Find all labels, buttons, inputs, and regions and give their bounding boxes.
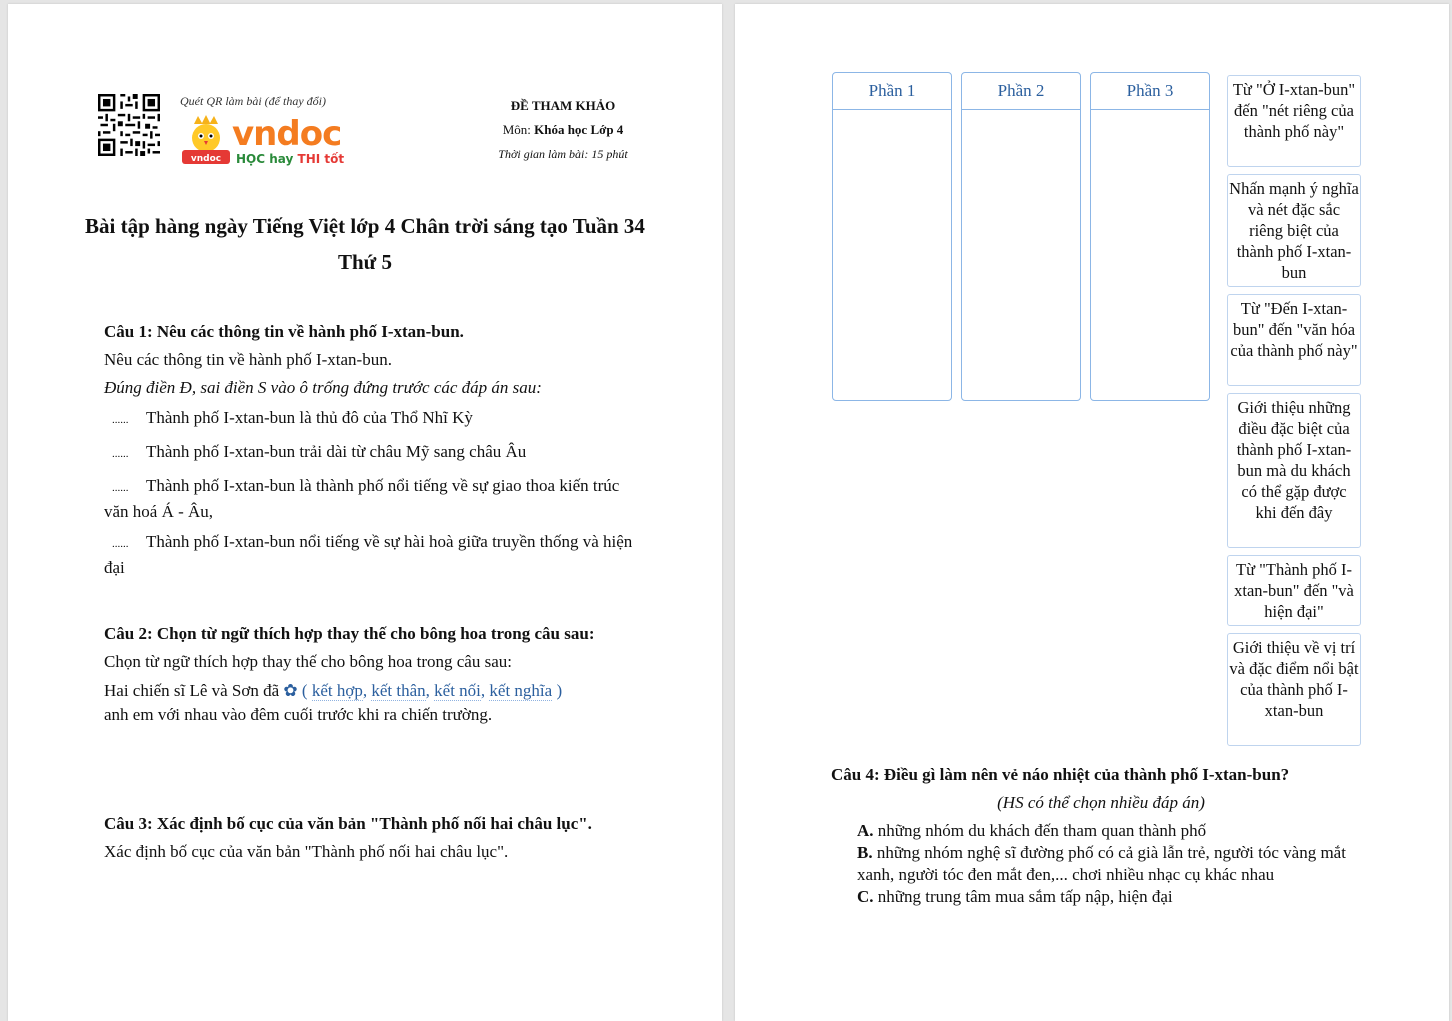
drop-zone-header: Phần 3	[1091, 73, 1209, 110]
answer-blank[interactable]: ......	[112, 482, 129, 494]
logo-badge-text: vndoc	[190, 154, 222, 164]
choice-option[interactable]: kết nối	[434, 681, 481, 700]
choice-group: ( kết hợp, kết thân, kết nối, kết nghĩa )	[301, 681, 563, 700]
flower-icon: ✿	[283, 681, 298, 700]
drag-card[interactable]: Từ "Thành phố I-xtan-bun" đến "và hiện đại"	[1227, 555, 1361, 626]
drop-zone-header: Phần 2	[962, 73, 1080, 110]
drop-zone-part-2[interactable]	[961, 72, 1081, 401]
tf-option-text: Thành phố I-xtan-bun trải dài từ châu Mỹ sang châu Âu	[146, 442, 527, 461]
time-limit: Thời gian làm bài: 15 phút	[498, 147, 628, 161]
drop-zone-header: Phần 1	[833, 73, 951, 110]
tf-option-text: Thành phố I-xtan-bun là thành phố nổi tiếng về sự giao thoa kiến trúc văn hoá Á - Âu,	[104, 476, 620, 521]
page-1	[8, 4, 722, 1021]
question-2-sentence	[104, 679, 644, 727]
question-2	[104, 622, 644, 727]
choice-option[interactable]: kết thân	[371, 681, 426, 700]
sentence-end: anh em với nhau vào đêm cuối trước khi ra chiến trường.	[104, 705, 493, 724]
tf-option[interactable]	[104, 530, 644, 580]
answer-text: những trung tâm mua sắm tấp nập, hiện đại	[877, 887, 1173, 906]
logo-slogan-2: THI tốt	[297, 152, 345, 166]
vndoc-logo[interactable]	[180, 114, 350, 170]
title-line-2: Thứ 5	[337, 250, 393, 274]
drop-zone-part-1[interactable]	[832, 72, 952, 401]
choice-option[interactable]: kết nghĩa	[489, 681, 553, 700]
tf-option-text: Thành phố I-xtan-bun nổi tiếng về sự hài hoà giữa truyền thống và hiện đại	[104, 532, 633, 577]
subject-label: Môn:	[502, 122, 531, 137]
choice-open: (	[301, 681, 308, 700]
page-2	[735, 4, 1449, 1021]
answer-letter: A.	[857, 821, 874, 840]
exam-info	[438, 94, 688, 166]
drop-zone-part-3[interactable]	[1090, 72, 1210, 401]
answer-letter: C.	[857, 887, 874, 906]
question-1-instruction: Đúng điền Đ, sai điền S vào ô trống đứng trước các đáp án sau:	[104, 378, 542, 397]
drag-card[interactable]: Giới thiệu về vị trí và đặc điểm nổi bật của thành phố I-xtan-bun	[1227, 633, 1361, 746]
question-3-heading: Câu 3: Xác định bố cục của văn bản "Thành phố nối hai châu lục".	[104, 814, 592, 833]
answer-list	[857, 820, 1371, 908]
qr-caption: Quét QR làm bài (để thay đổi)	[180, 94, 326, 108]
question-2-prompt: Chọn từ ngữ thích hợp thay thế cho bông hoa trong câu sau:	[104, 652, 512, 671]
tf-option[interactable]	[104, 474, 644, 524]
mascot-icon	[180, 114, 232, 170]
question-3	[104, 812, 644, 864]
subject-value: Khóa học Lớp 4	[534, 122, 624, 137]
answer-option[interactable]	[857, 842, 1371, 886]
answer-text: những nhóm nghệ sĩ đường phố có cả già lẫn trẻ, người tóc vàng mắt xanh, người tóc đen mắt đen,... chơi nhiều nhạc cụ khác nhau	[857, 843, 1346, 884]
logo-slogan	[236, 152, 344, 166]
question-1	[104, 320, 644, 580]
question-1-prompt: Nêu các thông tin về hành phố I-xtan-bun.	[104, 350, 392, 369]
choice-option[interactable]: kết hợp	[311, 681, 363, 700]
tf-option[interactable]	[104, 440, 644, 466]
question-4	[831, 764, 1371, 908]
answer-text: những nhóm du khách đến tham quan thành phố	[877, 821, 1207, 840]
question-4-note: (HS có thể chọn nhiều đáp án)	[997, 793, 1205, 812]
title-line-1: Bài tập hàng ngày Tiếng Việt lớp 4 Chân trời sáng tạo Tuần 34	[85, 214, 645, 238]
question-2-heading: Câu 2: Chọn từ ngữ thích hợp thay thế cho bông hoa trong câu sau:	[104, 624, 595, 643]
logo-text: vndoc	[232, 114, 342, 154]
answer-option[interactable]	[857, 886, 1371, 908]
drag-card[interactable]: Giới thiệu những điều đặc biệt của thành phố I-xtan-bun mà du khách có thể gặp được khi đến đây	[1227, 393, 1361, 548]
tf-option-text: Thành phố I-xtan-bun là thủ đô của Thổ Nhĩ Kỳ	[146, 408, 473, 427]
answer-letter: B.	[857, 843, 873, 862]
sentence-start: Hai chiến sĩ Lê và Sơn đã	[104, 681, 280, 700]
question-3-prompt: Xác định bố cục của văn bản "Thành phố nối hai châu lục".	[104, 842, 509, 861]
answer-option[interactable]	[857, 820, 1371, 842]
drag-card[interactable]: Từ "Ở I-xtan-bun" đến "nét riêng của thành phố này"	[1227, 75, 1361, 167]
drag-card[interactable]: Từ "Đến I-xtan-bun" đến "văn hóa của thành phố này"	[1227, 294, 1361, 386]
logo-slogan-1: HỌC hay	[236, 152, 294, 166]
question-1-heading: Câu 1: Nêu các thông tin về hành phố I-xtan-bun.	[104, 322, 464, 341]
doc-type: ĐỀ THAM KHẢO	[510, 98, 616, 113]
page-title	[48, 208, 682, 280]
answer-blank[interactable]: ......	[112, 414, 129, 426]
choice-close: )	[556, 681, 563, 700]
subject-line	[438, 118, 688, 142]
answer-blank[interactable]: ......	[112, 448, 129, 460]
answer-blank[interactable]: ......	[112, 538, 129, 550]
tf-option[interactable]	[104, 406, 644, 432]
question-4-heading: Câu 4: Điều gì làm nên vẻ náo nhiệt của thành phố I-xtan-bun?	[831, 765, 1290, 784]
drag-card[interactable]: Nhấn mạnh ý nghĩa và nét đặc sắc riêng biệt của thành phố I-xtan-bun	[1227, 174, 1361, 287]
qr-code-icon[interactable]	[98, 94, 160, 156]
